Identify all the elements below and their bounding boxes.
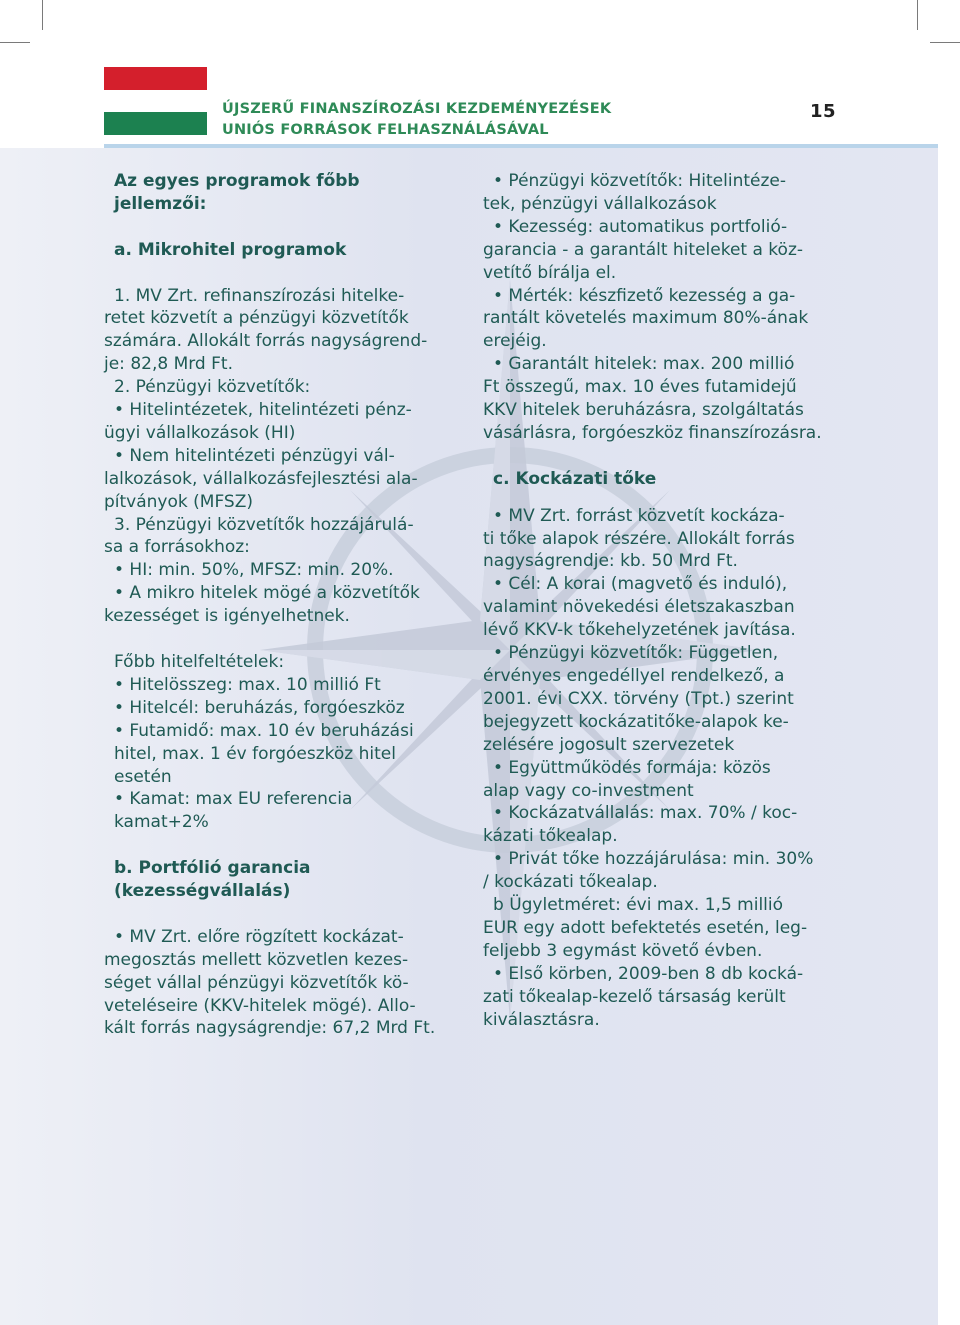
right-bullet-line: • Pénzügyi közvetítők: Hitelintéze- bbox=[493, 171, 786, 191]
conditions-bullet: hitel, max. 1 év forgóeszköz hitel bbox=[114, 743, 396, 764]
section-c-line: kiválasztásra. bbox=[483, 1009, 600, 1030]
conditions-bullet: • Futamidő: max. 10 év beruházási bbox=[114, 720, 414, 741]
flag-green-stripe bbox=[104, 112, 207, 135]
flag-red-stripe bbox=[104, 67, 207, 90]
item3-bullet-line: • A mikro hitelek mögé a közvetítők bbox=[114, 583, 420, 604]
right-bullet-line: • Garantált hitelek: max. 200 millió bbox=[493, 354, 795, 375]
section-c-line: bejegyzett kockázatitőke-alapok ke- bbox=[483, 711, 789, 732]
item3-bullet-line: • HI: min. 50%, MFSZ: min. 20%. bbox=[114, 560, 394, 581]
item1-line: számára. Allokált forrás nagyságrend- bbox=[104, 331, 428, 352]
crop-mark-top-left-h bbox=[0, 42, 30, 43]
right-bullet-line: erejéig. bbox=[483, 331, 547, 352]
section-c-line: • Pénzügyi közvetítők: Független, bbox=[493, 643, 779, 664]
section-c-line: / kockázati tőkealap. bbox=[483, 872, 658, 893]
item3-bullet-line: kezességet is igényelhetnek. bbox=[104, 606, 350, 627]
section-b-text-line: kált forrás nagyságrendje: 67,2 Mrd Ft. bbox=[104, 1018, 436, 1039]
section-c-line: • Cél: A korai (magvető és induló), bbox=[493, 574, 788, 595]
section-b-text-line: megosztás mellett közvetlen kezes- bbox=[104, 949, 409, 970]
crop-mark-top-right-h bbox=[930, 42, 960, 43]
header-line-2: UNIÓS FORRÁSOK FELHASZNÁLÁSÁVAL bbox=[222, 122, 549, 138]
section-c-line: valamint növekedési életszakaszban bbox=[483, 597, 795, 618]
header-rule bbox=[104, 144, 938, 148]
right-bullet-line: vetítő bírálja el. bbox=[483, 262, 617, 283]
left-heading-line-2: jellemzői: bbox=[114, 193, 207, 214]
header-line-1: ÚJSZERŰ FINANSZÍROZÁSI KEZDEMÉNYEZÉSEK bbox=[222, 101, 612, 117]
section-b-heading: (kezességvállalás) bbox=[114, 881, 291, 902]
section-c-line: kázati tőkealap. bbox=[483, 826, 618, 847]
item1-line: 1. MV Zrt. refinanszírozási hitelke- bbox=[114, 285, 405, 306]
section-c-line: 2001. évi CXX. törvény (Tpt.) szerint bbox=[483, 688, 794, 709]
conditions-bullet: esetén bbox=[114, 766, 172, 787]
item3-line: sa a forrásokhoz: bbox=[104, 537, 250, 558]
section-c-heading: c. Kockázati tőke bbox=[493, 468, 657, 489]
right-bullet-line: Ft összegű, max. 10 éves futamidejű bbox=[483, 377, 797, 398]
crop-mark-top-right bbox=[917, 0, 918, 30]
item2-bullet-line: ügyi vállalkozások (HI) bbox=[104, 422, 296, 443]
item1-line: je: 82,8 Mrd Ft. bbox=[104, 354, 233, 375]
section-c-line: zati tőkealap-kezelő társaság került bbox=[483, 986, 786, 1007]
section-c-line: lévő KKV-k tőkehelyzetének javítása. bbox=[483, 620, 796, 641]
conditions-heading: Főbb hitelfeltételek: bbox=[114, 651, 285, 672]
section-c-line: ti tőke alapok részére. Allokált forrás bbox=[483, 528, 795, 549]
section-b-text-line: séget vállal pénzügyi közvetítők kö- bbox=[104, 972, 409, 993]
section-b-text-line: • MV Zrt. előre rögzített kockázat- bbox=[114, 926, 404, 947]
item2-line: 2. Pénzügyi közvetítők: bbox=[114, 377, 311, 398]
crop-mark-top-left bbox=[42, 0, 43, 30]
item2-bullet-line: • Hitelintézetek, hitelintézeti pénz- bbox=[114, 400, 412, 421]
section-c-line: nagyságrendje: kb. 50 Mrd Ft. bbox=[483, 551, 738, 572]
section-b-text-line: veteléseire (KKV-hitelek mögé). Allo- bbox=[104, 995, 416, 1016]
left-column bbox=[104, 170, 456, 1040]
section-c-line: alap vagy co-investment bbox=[483, 780, 694, 801]
right-bullet-line: • Mérték: készfizető kezesség a ga- bbox=[493, 285, 796, 306]
section-c-line: • MV Zrt. forrást közvetít kockáza- bbox=[493, 505, 785, 526]
page-number: 15 bbox=[810, 101, 837, 122]
conditions-bullet: • Hitelösszeg: max. 10 millió Ft bbox=[114, 674, 381, 695]
item2-bullet-line: • Nem hitelintézeti pénzügyi vál- bbox=[114, 445, 395, 466]
right-bullet-line: garancia - a garantált hiteleket a köz- bbox=[483, 239, 803, 260]
item3-line: 3. Pénzügyi közvetítők hozzájárulá- bbox=[114, 514, 414, 535]
section-c-line: • Kockázatvállalás: max. 70% / koc- bbox=[493, 803, 798, 824]
right-column bbox=[483, 170, 835, 1032]
right-bullet-line: rantált követelés maximum 80%-ának bbox=[483, 308, 809, 329]
conditions-bullet: • Hitelcél: beruházás, forgóeszköz bbox=[114, 697, 405, 718]
section-c-line: zelésére jogosult szervezetek bbox=[483, 734, 735, 755]
section-b-heading: b. Portfólió garancia bbox=[114, 858, 311, 879]
item2-bullet-line: lalkozások, vállalkozásfejlesztési ala- bbox=[104, 468, 418, 489]
right-bullet-line: vásárlásra, forgóeszköz finanszírozásra. bbox=[483, 422, 822, 443]
conditions-bullet: • Kamat: max EU referencia bbox=[114, 789, 353, 810]
right-bullet-line: • Kezesség: automatikus portfolió- bbox=[493, 216, 788, 237]
section-c-line: • Első körben, 2009-ben 8 db kocká- bbox=[493, 963, 804, 984]
section-c-line: • Együttműködés formája: közös bbox=[493, 757, 771, 778]
section-c-line: b Ügyletméret: évi max. 1,5 millió bbox=[493, 895, 784, 916]
running-header bbox=[222, 99, 611, 141]
right-bullet-line: tek, pénzügyi vállalkozások bbox=[483, 193, 717, 214]
conditions-bullet: kamat+2% bbox=[114, 812, 209, 833]
section-c-line: feljebb 3 egymást követő évben. bbox=[483, 940, 763, 961]
section-c-line: érvényes engedéllyel rendelkező, a bbox=[483, 666, 785, 687]
section-c-line: • Privát tőke hozzájárulása: min. 30% bbox=[493, 849, 814, 870]
section-a-heading: a. Mikrohitel programok bbox=[114, 239, 347, 260]
item2-bullet-line: pítványok (MFSZ) bbox=[104, 491, 253, 512]
section-c-line: EUR egy adott befektetés esetén, leg- bbox=[483, 917, 808, 938]
right-bullet-line: KKV hitelek beruházásra, szolgáltatás bbox=[483, 400, 804, 421]
left-heading-line-1: Az egyes programok főbb bbox=[114, 171, 360, 191]
item1-line: retet közvetít a pénzügyi közvetítők bbox=[104, 308, 409, 329]
